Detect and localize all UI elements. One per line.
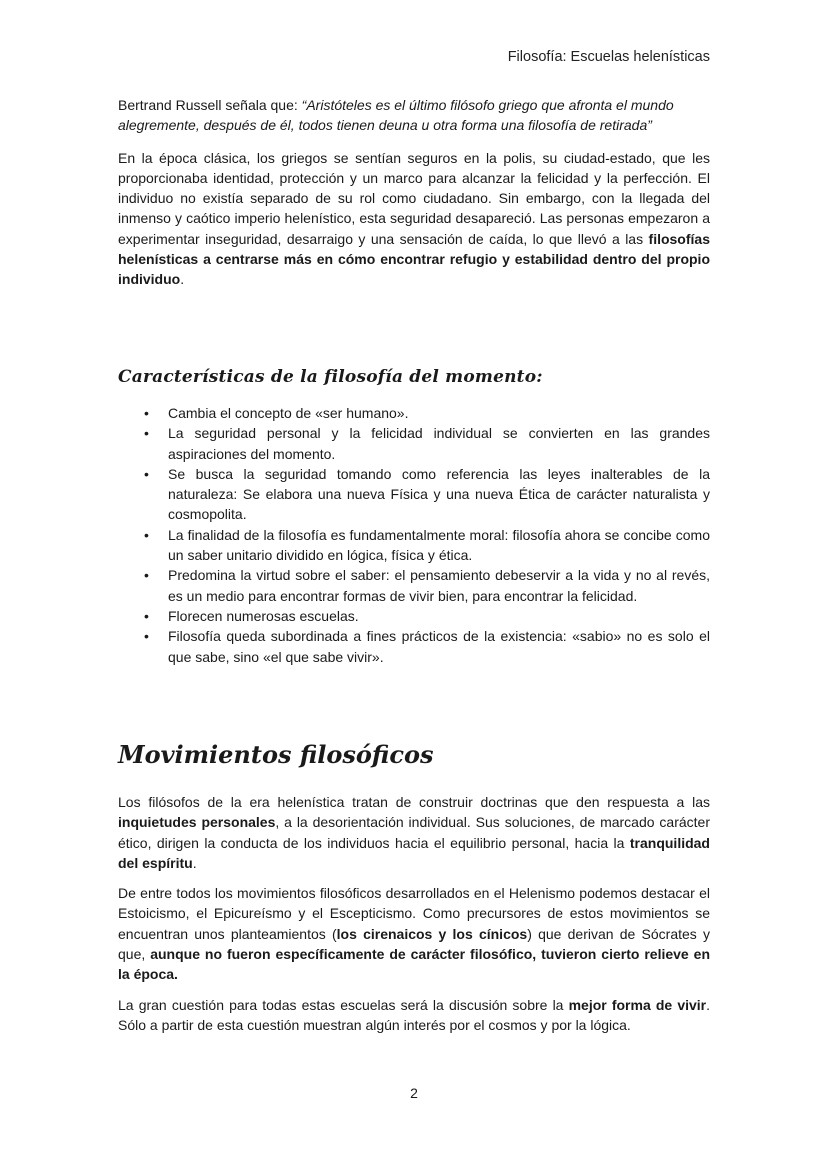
text: ) que derivan de Sócrates y que,: [118, 925, 710, 963]
list-item-text: La finalidad de la filosofía es fundamentalmente moral: filosofía ahora se concibe como un saber unitario dividido en lógica, física y ética.: [168, 526, 710, 564]
list-item-text: Filosofía queda subordinada a fines prácticos de la existencia: «sabio» no es solo el que sabe, sino «el que sabe vivir».: [168, 628, 710, 665]
list-item: [118, 565, 710, 606]
intro-bold-text: filosofías helenísticas a centrarse más en cómo encontrar refugio y estabilidad dentro del propio individuo: [118, 230, 710, 288]
intro-section: [118, 95, 710, 300]
bullet-icon: •: [144, 567, 149, 584]
quote-lead: Bertrand Russell señala que:: [118, 97, 302, 113]
bold-text: mejor forma de vivir: [568, 996, 707, 1013]
running-header: Filosofía: Escuelas helenísticas: [507, 49, 710, 65]
bullet-icon: •: [144, 628, 149, 645]
bold-text: aunque no fueron específicamente de carácter filosófico, tuvieron cierto relieve en la época.: [118, 946, 711, 983]
quote-text: “Aristóteles es el último filósofo griego que afronta el mundo alegremente, después de él, todos tienen deuna u otra forma una filosofía de retirada”: [118, 97, 674, 134]
movements-paragraph-2: [118, 883, 710, 984]
text: Los filósofos de la era helenística tratan de construir doctrinas que den respuesta a las: [118, 794, 710, 810]
text: , a la desorientación individual. Sus soluciones, de marcado carácter ético, dirigen la conducta de los individuos hacia el equilibrio personal, hacia la: [118, 814, 710, 851]
intro-text: En la época clásica, los griegos se sentían seguros en la polis, su ciudad-estado, que les proporcionaba identidad, protección y un marco para alcanzar la felicidad y la perfección. El individuo no existía separado de su rol como ciudadano. Sin embargo, con la llegada del inmenso y caótico imperio helenístico, esta seguridad desapareció. Las personas empezaron a experimentar inseguridad, desarraigo y una sensación de caída, lo que llevó a las: [118, 149, 710, 247]
list-item: [118, 403, 710, 423]
bold-text: los cirenaicos y los cínicos: [336, 925, 528, 942]
page-number: 2: [410, 1085, 418, 1101]
bullet-icon: •: [144, 607, 149, 624]
text: .: [192, 854, 197, 871]
bold-text: inquietudes personales: [118, 814, 276, 831]
list-item-text: Se busca la seguridad tomando como referencia las leyes inalterables de la naturaleza: Se elabora una nueva Física y una nueva Ética de carácter naturalista y cosmopolita.: [168, 465, 710, 523]
characteristics-list: [118, 403, 710, 667]
list-item-text: Predomina la virtud sobre el saber: el pensamiento debeservir a la vida y no al revés, es un medio para encontrar formas de vivir bien, para encontrar la felicidad.: [168, 567, 710, 604]
list-item-text: Cambia el concepto de «ser humano».: [168, 405, 409, 421]
list-item: [118, 423, 710, 464]
list-item: [118, 464, 710, 525]
list-item: [118, 626, 710, 667]
movements-paragraph-3: [118, 995, 710, 1036]
bullet-icon: •: [144, 526, 149, 543]
movements-section: [118, 792, 710, 1045]
movements-paragraph-1: [118, 792, 710, 873]
intro-end: .: [180, 271, 185, 288]
bullet-icon: •: [144, 425, 149, 442]
list-item-text: Florecen numerosas escuelas.: [168, 607, 359, 624]
bullet-icon: •: [144, 465, 149, 482]
characteristics-heading: Características de la filosofía del momento:: [118, 367, 543, 387]
list-item: [118, 525, 710, 566]
movements-heading: Movimientos filosóficos: [118, 740, 434, 769]
russell-quote-paragraph: [118, 95, 710, 136]
text: De entre todos los movimientos filosóficos desarrollados en el Helenismo podemos destacar el Estoicismo, el Epicureísmo y el Escepticismo. Como precursores de estos movimientos se encuentran unos planteamientos (: [118, 885, 710, 942]
text: La gran cuestión para todas estas escuelas será la discusión sobre la: [118, 996, 569, 1013]
intro-paragraph: [118, 148, 710, 290]
bullet-icon: •: [144, 405, 149, 421]
list-item: [118, 606, 710, 626]
text: . Sólo a partir de esta cuestión muestran algún interés por el cosmos y por la lógica.: [118, 996, 711, 1033]
list-item-text: La seguridad personal y la felicidad individual se convierten en las grandes aspiraciones del momento.: [168, 425, 710, 462]
bold-text: tranquilidad del espíritu: [118, 834, 710, 871]
